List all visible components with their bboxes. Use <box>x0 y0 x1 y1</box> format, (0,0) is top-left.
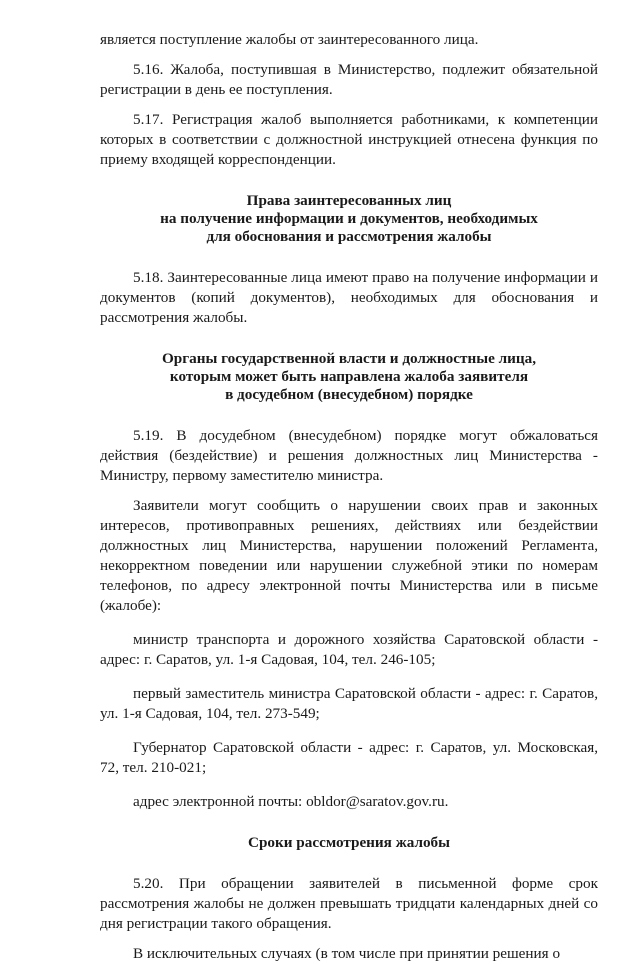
paragraph-5-19: 5.19. В досудебном (внесудебном) порядке могут обжаловаться действия (бездействие) и решения должностных лиц Министерства - Министру, первому заместителю министра. <box>100 427 598 484</box>
paragraph-applicants: Заявители могут сообщить о нарушении своих прав и законных интересов, противоправных решениях, действиях или бездействии должностных лиц Министерства, нарушении положений Регламента, некорректном поведении или нарушении служебной этики по номерам телефонов, по адресу электронной почты Министерства или в письме (жалобе): <box>100 497 598 614</box>
heading-bodies-line: Органы государственной власти и должностные лица, <box>161 350 537 367</box>
heading-rights <box>100 192 598 246</box>
heading-bodies <box>100 350 598 404</box>
heading-rights-line: на получение информации и документов, необходимых <box>160 210 538 227</box>
paragraph-governor: Губернатор Саратовской области - адрес: г. Саратов, ул. Московская, 72, тел. 210-021; <box>100 739 598 776</box>
paragraph-minister: министр транспорта и дорожного хозяйства Саратовской области - адрес: г. Саратов, ул. 1-я Садовая, 104, тел. 246-105; <box>100 631 598 668</box>
heading-terms: Сроки рассмотрения жалобы <box>247 834 451 851</box>
paragraph-5-18: 5.18. Заинтересованные лица имеют право на получение информации и документов (копий документов), необходимых для обоснования и рассмотрения жалобы. <box>100 269 598 326</box>
paragraph-5-17: 5.17. Регистрация жалоб выполняется работниками, к компетенции которых в соответствии с должностной инструкцией отнесена функция по приему входящей корреспонденции. <box>100 111 598 168</box>
paragraph-email: адрес электронной почты: obldor@saratov.gov.ru. <box>133 793 449 810</box>
paragraph-exceptional: В исключительных случаях (в том числе при принятии решения о <box>133 945 561 962</box>
heading-rights-line: Права заинтересованных лиц <box>246 192 452 209</box>
paragraph-first-deputy: первый заместитель министра Саратовской области - адрес: г. Саратов, ул. 1-я Садовая, 104, тел. 273-549; <box>100 685 598 722</box>
paragraph-intro: является поступление жалобы от заинтересованного лица. <box>100 31 479 48</box>
paragraph-5-16: 5.16. Жалоба, поступившая в Министерство, подлежит обязательной регистрации в день ее поступления. <box>100 61 598 98</box>
heading-bodies-line: в досудебном (внесудебном) порядке <box>225 386 473 403</box>
heading-bodies-line: которым может быть направлена жалоба заявителя <box>169 368 529 385</box>
heading-rights-line: для обоснования и рассмотрения жалобы <box>206 228 492 245</box>
paragraph-5-20: 5.20. При обращении заявителей в письменной форме срок рассмотрения жалобы не должен превышать тридцати календарных дней со дня регистрации такого обращения. <box>100 875 598 932</box>
